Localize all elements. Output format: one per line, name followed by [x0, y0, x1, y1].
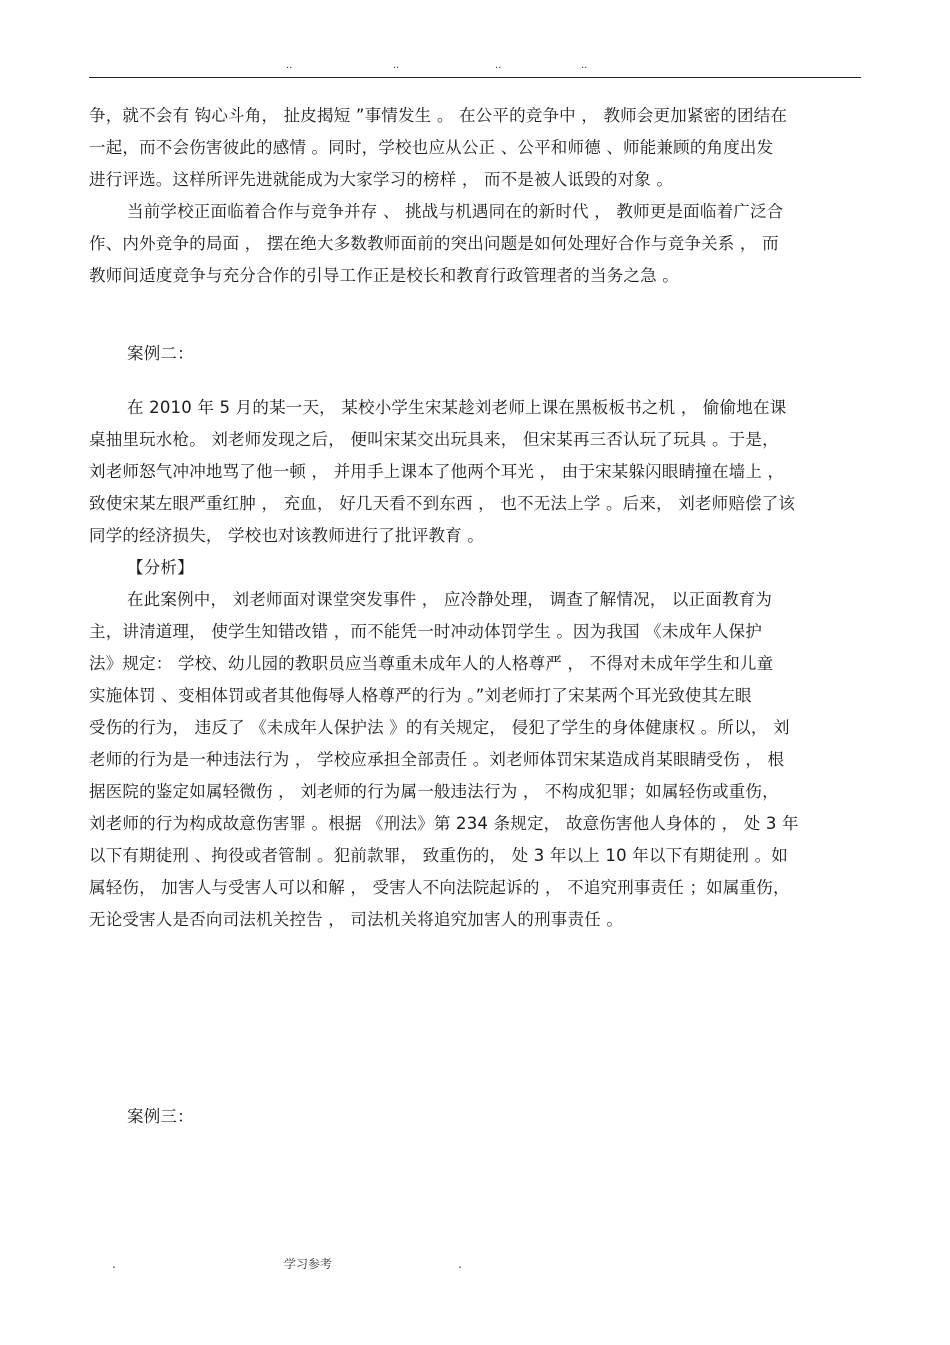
header-dot: .. [581, 60, 588, 71]
text-line: 在 2010 年 5 月的某一天， 某校小学生宋某趁刘老师上课在黑板板书之机 ， 偷偷地在课 [127, 398, 787, 417]
text-line: 据医院的鉴定如属轻微伤 ， 刘老师的行为属一般违法行为 ， 不构成犯罪；如属轻伤或重伤， [89, 782, 779, 801]
text-line: 刘老师怒气冲冲地骂了他一顿 ， 并用手上课本了他两个耳光 ， 由于宋某躲闪眼睛撞在墙上 ， [89, 462, 785, 481]
case-two-heading: 案例二： [127, 344, 194, 363]
text-line: 以下有期徒刑 、拘役或者管制 。犯前款罪， 致重伤的， 处 3 年以上 10 年以下有期徒刑 。如 [89, 846, 788, 865]
text-line: 实施体罚 、变相体罚或者其他侮辱人格尊严的行为 。”刘老师打了宋某两个耳光致使其左眼 [89, 686, 752, 705]
header-dot: .. [495, 60, 502, 71]
text-line: 争，就不会有 钩心斗角， 扯皮揭短 ”事情发生 。 在公平的竞争中 ， 教师会更加紧密的团结在 [89, 106, 788, 125]
text-line: 同学的经济损失， 学校也对该教师进行了批评教育 。 [89, 526, 484, 545]
text-line: 桌抽里玩水枪。 刘老师发现之后， 便叫宋某交出玩具来， 但宋某再三否认玩了玩具 。于是， [89, 430, 779, 449]
text-line: 属轻伤， 加害人与受害人可以和解 ， 受害人不向法院起诉的 ， 不追究刑事责任 ；如属重伤， [89, 878, 790, 897]
text-line: 无论受害人是否向司法机关控告 ， 司法机关将追究加害人的刑事责任 。 [89, 910, 624, 929]
text-line: 主，讲清道理， 使学生知错改错 ，而不能凭一时冲动体罚学生 。因为我国 《未成年人保护 [89, 622, 763, 641]
footer-dot: . [112, 1257, 116, 1271]
text-line: 在此案例中， 刘老师面对课堂突发事件 ， 应冷静处理， 调查了解情况， 以正面教育为 [127, 590, 773, 609]
text-line: 教师间适度竞争与充分合作的引导工作正是校长和教育行政管理者的当务之急 。 [89, 266, 679, 285]
text-line: 法》规定： 学校、幼儿园的教职员应当尊重未成年人的人格尊严 ， 不得对未成年学生和儿童 [89, 654, 774, 673]
text-line: 刘老师的行为构成故意伤害罪 。根据 《刑法》第 234 条规定， 故意伤害他人身体的 ， 处 3 年 [89, 814, 799, 833]
analysis-heading: 【分析】 [127, 558, 194, 577]
text-line: 致使宋某左眼严重红肿 ， 充血， 好几天看不到东西 ， 也不无法上学 。后来， 刘老师赔偿了该 [89, 494, 796, 513]
page-footer [0, 1254, 950, 1274]
header-dot: .. [393, 60, 400, 71]
footer-text: 学习参考 [284, 1257, 333, 1271]
footer-dot: . [458, 1257, 462, 1271]
text-line: 老师的行为是一种违法行为 ， 学校应承担全部责任 。刘老师体罚宋某造成肖某眼睛受伤 ， 根 [89, 750, 785, 769]
header-rule [89, 77, 861, 78]
header-dot: .. [286, 60, 293, 71]
document-body [89, 100, 861, 1133]
text-line: 当前学校正面临着合作与竞争并存 、 挑战与机遇同在的新时代 ， 教师更是面临着广泛合 [127, 202, 784, 221]
case-three-heading: 案例三： [127, 1107, 194, 1126]
text-line: 一起，而不会伤害彼此的感情 。同时，学校也应从公正 、公平和师德 、师能兼顾的角度出发 [89, 138, 774, 157]
text-line: 进行评选。这样所评先进就能成为大家学习的榜样 ， 而不是被人诋毁的对象 。 [89, 170, 674, 189]
header-dots [0, 58, 950, 74]
text-line: 作、内外竞争的局面 ， 摆在绝大多数教师面前的突出问题是如何处理好合作与竞争关系 ， 而 [89, 234, 779, 253]
text-line: 受伤的行为， 违反了 《未成年人保护法 》的有关规定， 侵犯了学生的身体健康权 。所以， 刘 [89, 718, 790, 737]
